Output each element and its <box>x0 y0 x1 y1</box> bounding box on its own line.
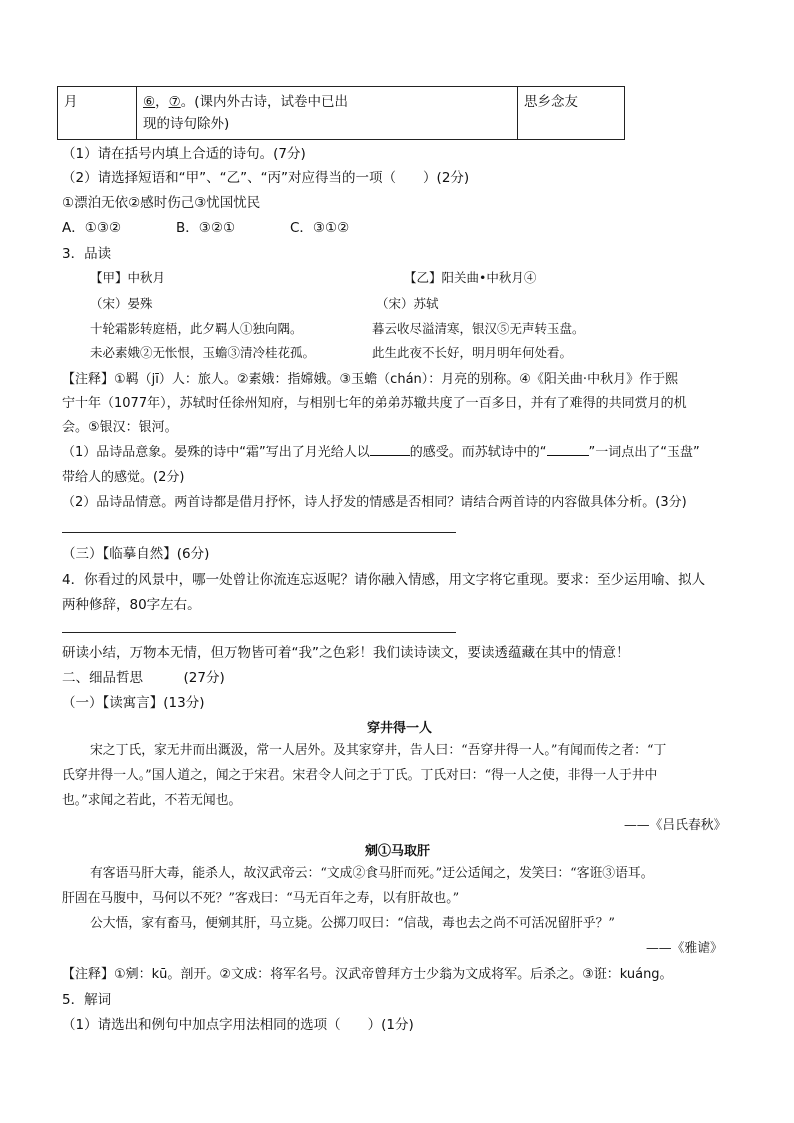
poem-jia-author: （宋）晏殊 <box>90 296 153 311</box>
blank-6[interactable]: ⑥ <box>143 94 156 110</box>
option-b[interactable]: B．③②① <box>176 220 236 236</box>
answer-blank-feeling[interactable] <box>370 441 410 456</box>
fable1-line3: 也。”求闻之若此，不若无闻也。 <box>62 793 242 808</box>
poem-yi-line1: 暮云收尽溢清寒，银汉⑤无声转玉盘。 <box>372 321 585 336</box>
table-cell-emotion: 思乡念友 <box>518 87 625 140</box>
answer-line-q4[interactable] <box>62 632 456 633</box>
table-cell-blanks: ⑥，⑦。(课内外古诗，试卷中已出 现的诗句除外) <box>137 87 518 140</box>
fable2-source: ——《雅谑》 <box>646 941 723 956</box>
table-cell-month: 月 <box>58 87 137 140</box>
q3-sub2: （2）品诗品情意。两首诗都是借月抒怀，诗人抒发的情感是否相同？请结合两首诗的内容做具体分析。(3分) <box>62 495 687 510</box>
q5-sub1: （1）请选出和例句中加点字用法相同的选项（ ）(1分) <box>62 1017 414 1033</box>
poem-jia-line1: 十轮霜影转庭梧，此夕羁人①独向隅。 <box>90 321 303 336</box>
fable1-source: ——《吕氏春秋》 <box>624 818 727 833</box>
blank-7[interactable]: ⑦ <box>168 94 181 110</box>
q2-phrase-list: ①漂泊无依②感时伤己③忧国忧民 <box>62 195 261 211</box>
fable1-line2: 氏穿井得一人。”国人道之，闻之于宋君。宋君令人问之于丁氏。丁氏对曰：“得一人之使，非得一人于井中 <box>62 768 658 783</box>
fable2-line1: 有客语马肝大毒，能杀人，故汉武帝云：“文成②食马肝而死。”迂公适闻之，发笑曰：“客诳③语耳。 <box>90 866 654 881</box>
q3-heading: 3．品读 <box>62 246 112 262</box>
q3-note-line3: 会。⑤银汉：银河。 <box>62 420 178 435</box>
fable1-title: 穿井得一人 <box>367 721 433 736</box>
q2-part2: （2）请选择短语和“甲”、“乙”、“丙”对应得当的一项（ ）(2分) <box>62 170 470 186</box>
fable-notes: 【注释】①剜：kū。剖开。②文成：将军名号。汉武帝曾拜方士少翁为文成将军。后杀之。③诳：kuáng。 <box>62 967 673 982</box>
q4-line1: 4．你看过的风景中，哪一处曾让你流连忘返呢？请你融入情感，用文字将它重现。要求：至少运用喻、拟人 <box>62 572 706 588</box>
q2-part1: （1）请在括号内填上合适的诗句。(7分) <box>62 146 306 162</box>
poem-table <box>57 86 625 140</box>
poem-yi-line2: 此生此夜不长好，明月明年何处看。 <box>372 345 573 360</box>
fable2-line2: 肝固在马腹中，马何以不死？”客戏曰：“马无百年之寿，以有肝故也。” <box>62 891 460 906</box>
q3-sub1: （1）品诗品意象。晏殊的诗中“霜”写出了月光给人以 的感受。而苏轼诗中的“ ”一词点出了“玉盘” <box>62 441 700 460</box>
poem-yi-author: （宋）苏轼 <box>376 296 439 311</box>
q3-note-line2: 宁十年（1077年），苏轼时任徐州知府，与相别七年的弟弟苏辙共度了一百多日，并有了难得的共同赏月的机 <box>62 396 687 411</box>
section-heading-nature: （三）【临摹自然】(6分) <box>62 546 210 562</box>
option-a[interactable]: A．①③② <box>62 220 122 236</box>
fable2-line3: 公大悟，家有畜马，便剜其肝，马立毙。公掷刀叹曰：“信哉，毒也去之尚不可活况留肝乎？” <box>90 916 615 931</box>
answer-line-q3[interactable] <box>62 532 456 533</box>
q4-line2: 两种修辞，80字左右。 <box>62 597 201 613</box>
option-c[interactable]: C．③①② <box>290 220 350 236</box>
q3-sub1-cont: 带给人的感觉。(2分) <box>62 470 185 485</box>
poem-jia-line2: 未必素娥②无怅恨，玉蟾③清冷桂花孤。 <box>90 345 316 360</box>
poem-jia-title: 【甲】中秋月 <box>90 270 166 285</box>
q3-note-line1: 【注释】①羁（jī）人：旅人。②素娥：指嫦娥。③玉蟾（chán）：月亮的别称。④《阳关曲·中秋月》作于熙 <box>62 372 679 387</box>
fable-section-heading: （一）【读寓言】(13分) <box>62 695 205 711</box>
fable2-title: 剜①马取肝 <box>365 844 431 859</box>
fable1-line1: 宋之丁氏，家无井而出溉汲，常一人居外。及其家穿井，告人曰：“吾穿井得一人。”有闻而传之者：“丁 <box>90 743 667 758</box>
study-summary: 研读小结，万物本无情，但万物皆可着“我”之色彩！我们读诗读文，要读透蕴藏在其中的情意！ <box>62 645 630 661</box>
answer-blank-word[interactable] <box>547 441 589 456</box>
part-two-heading: 二、细品哲思 (27分) <box>62 670 225 686</box>
q5-heading: 5．解词 <box>62 992 112 1008</box>
poem-yi-title: 【乙】阳关曲•中秋月④ <box>404 270 537 285</box>
